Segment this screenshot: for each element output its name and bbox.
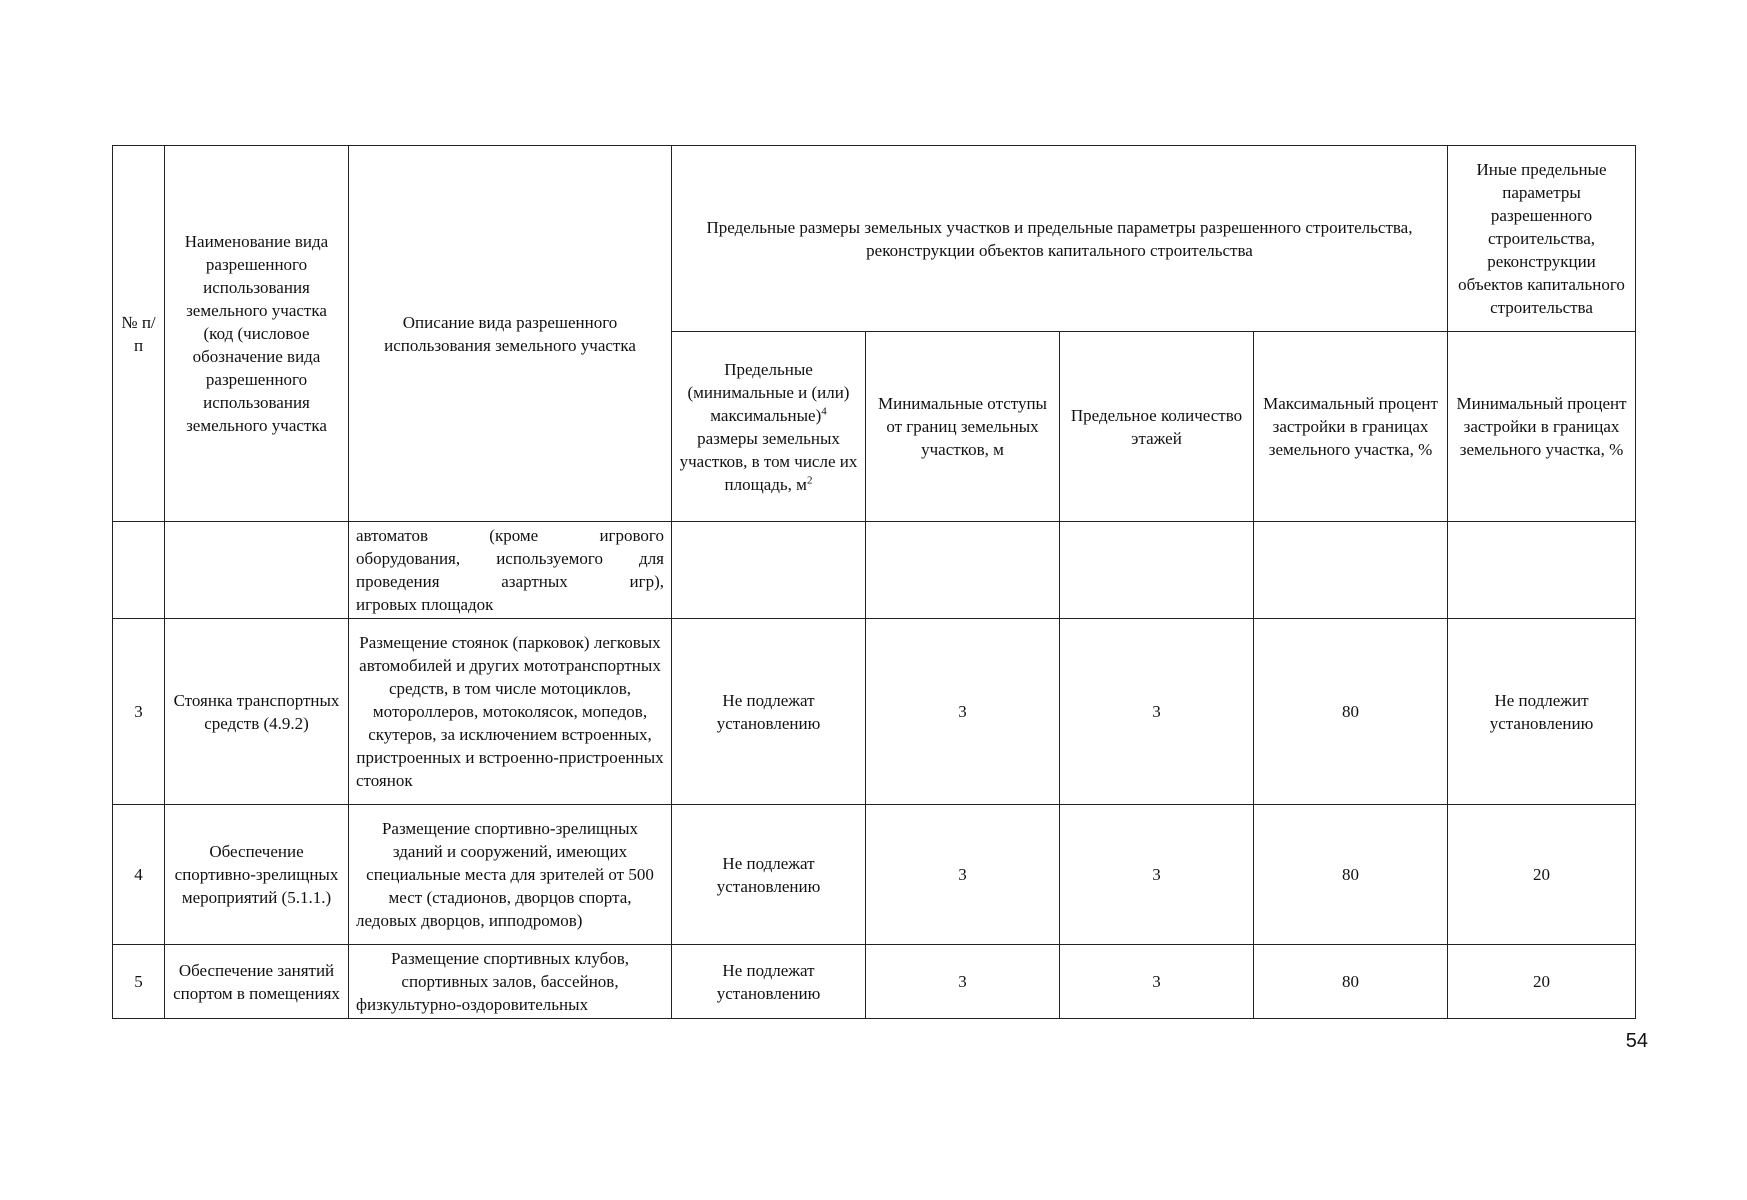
row-setback: 3 [866,805,1060,945]
header-floors: Предельное количество этажей [1060,332,1254,522]
row-setback: 3 [866,945,1060,1019]
header-size-rest: размеры земельных участков, в том числе их площадь, м [679,428,858,494]
row-max-build: 80 [1254,945,1448,1019]
header-group-limits: Предельные размеры земельных участков и предельные параметры разрешенного строительства, реконструкции объектов капитального строительства [672,146,1448,332]
row-floors: 3 [1060,619,1254,805]
row-name: Обеспечение спортивно-зрелищных мероприятий (5.1.1.) [165,805,349,945]
table-row [113,945,1636,1019]
row-num: 5 [113,945,165,1019]
header-size-unit-sup: 2 [806,473,813,486]
row-desc-line: оборудования, используемого для [356,549,664,568]
row-desc: Размещение спортивных клубов, спортивных залов, бассейнов, физкультурно-оздоровительных [349,945,672,1019]
row-size: Не подлежат установлению [672,805,866,945]
row-name [165,522,349,619]
table-row [113,619,1636,805]
row-max-build: 80 [1254,619,1448,805]
row-num [113,522,165,619]
row-name: Обеспечение занятий спортом в помещениях [165,945,349,1019]
row-desc-line: проведения азартных игр), [356,572,664,591]
header-size [672,332,866,522]
header-min-build: Минимальный процент застройки в границах земельного участка, % [1448,332,1636,522]
row-name: Стоянка транспортных средств (4.9.2) [165,619,349,805]
page-number: 54 [1625,1030,1648,1052]
row-num: 4 [113,805,165,945]
row-min-build [1448,522,1636,619]
row-max-build: 80 [1254,805,1448,945]
header-row-1 [113,146,1636,332]
row-desc-line: игровых площадок [356,595,494,614]
row-desc: Размещение стоянок (парковок) легковых автомобилей и других мототранспортных средств, в том числе мотоциклов, мотороллеров, мотоколясок, мопедов, скутеров, за исключением встроенных, пристроенных и встроенно-пристроенных стоянок [349,619,672,805]
row-floors: 3 [1060,945,1254,1019]
header-max-build: Максимальный процент застройки в границах земельного участка, % [1254,332,1448,522]
row-min-build: Не подлежит установлению [1448,619,1636,805]
header-other-params: Иные предельные параметры разрешенного строительства, реконструкции объектов капитального строительства [1448,146,1636,332]
row-desc: Размещение спортивно-зрелищных зданий и сооружений, имеющих специальные места для зрителей от 500 мест (стадионов, дворцов спорта, ледовых дворцов, ипподромов) [349,805,672,945]
header-num: № п/п [113,146,165,522]
row-desc-line: автоматов (кроме игрового [356,526,664,545]
land-use-regulations-table [112,145,1636,1019]
header-desc: Описание вида разрешенного использования земельного участка [349,146,672,522]
row-floors: 3 [1060,805,1254,945]
row-num: 3 [113,619,165,805]
table-row [113,522,1636,619]
row-setback: 3 [866,619,1060,805]
row-min-build: 20 [1448,945,1636,1019]
row-size: Не подлежат установлению [672,619,866,805]
row-min-build: 20 [1448,805,1636,945]
header-size-text: Предельные (минимальные и (или) максимальные) [687,359,850,425]
row-size: Не подлежат установлению [672,945,866,1019]
row-max-build [1254,522,1448,619]
header-setback: Минимальные отступы от границ земельных участков, м [866,332,1060,522]
table-row [113,805,1636,945]
row-setback [866,522,1060,619]
header-size-footnote: 4 [821,404,827,417]
row-floors [1060,522,1254,619]
header-name: Наименование вида разрешенного использования земельного участка (код (числовое обозначение вида разрешенного использования земельного участка [165,146,349,522]
row-size [672,522,866,619]
row-desc [349,522,672,619]
